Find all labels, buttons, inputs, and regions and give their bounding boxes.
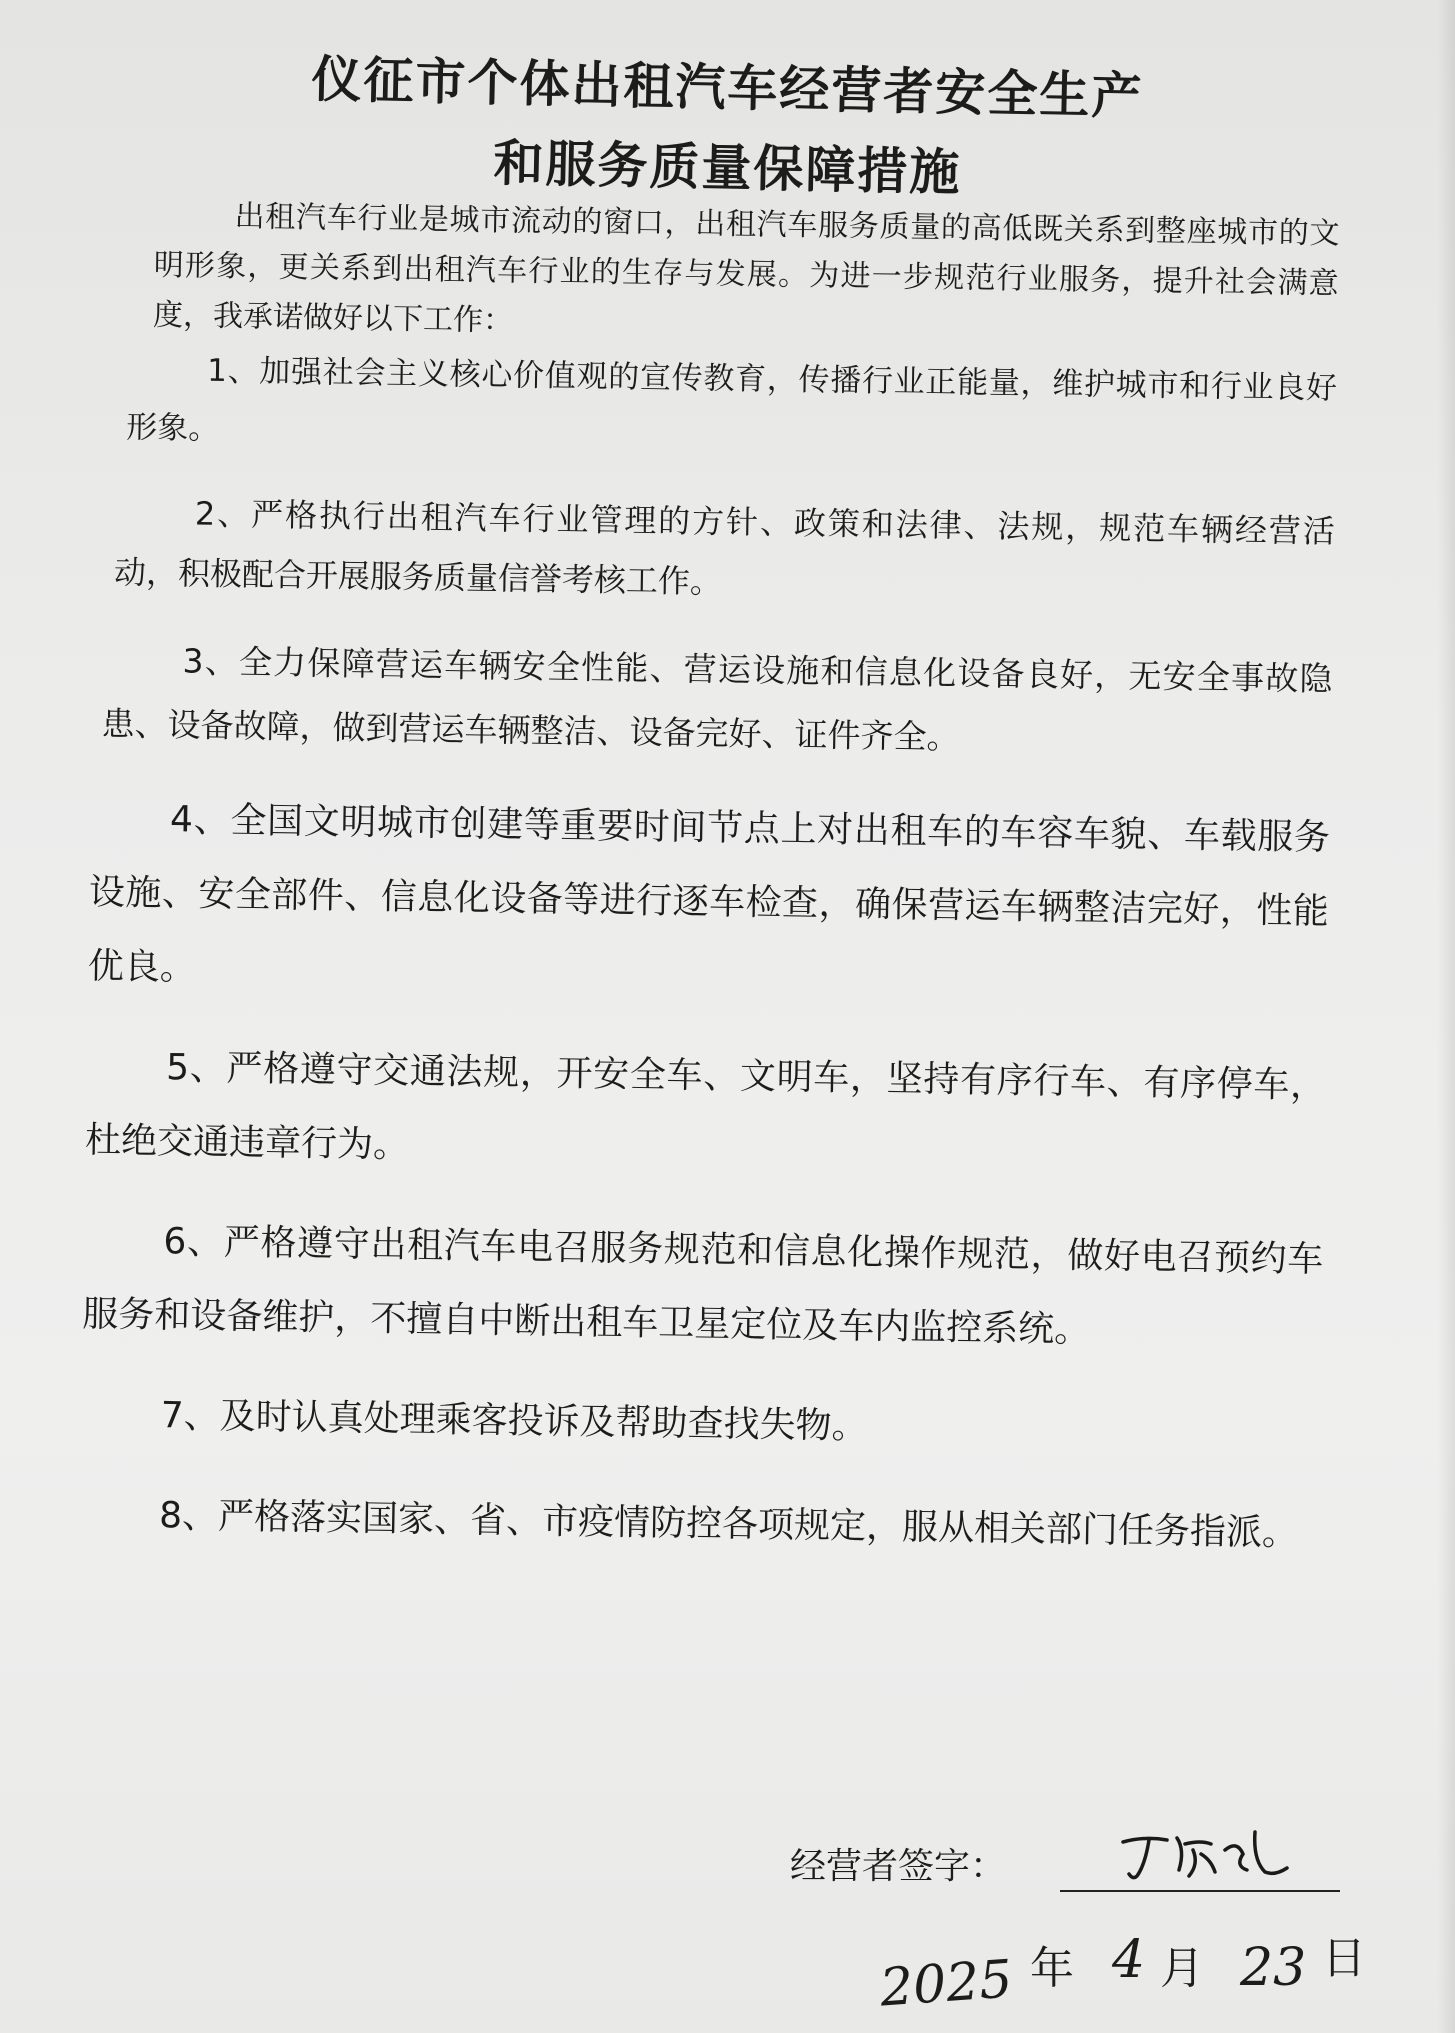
commitment-item-4: 4、全国文明城市创建等重要时间节点上对出租车的车容车貌、车载服务设施、安全部件、信息化设备等进行逐车检查，确保营运车辆整洁完好，性能优良。: [87, 799, 1331, 989]
date-block: [880, 1920, 1400, 2020]
signature-underline: [1060, 1890, 1340, 1892]
date-year-handwritten: 2025: [878, 1949, 1015, 2019]
date-day-char: 日: [1322, 1933, 1366, 1984]
date-day-handwritten: 23: [1240, 1938, 1307, 1998]
commitment-item-6: 6、严格遵守出租汽车电召服务规范和信息化操作规范，做好电召预约车服务和设备维护，不擅自中断出租车卫星定位及车内监控系统。: [82, 1221, 1324, 1351]
commitment-item-8: 8、严格落实国家、省、市疫情防控各项规定，服从相关部门任务指派。: [158, 1495, 1299, 1554]
document-body: [79, 190, 1340, 1571]
signature-label: 经营者签字：: [790, 1846, 1007, 1887]
document-title-line2: 和服务质量保障措施: [492, 134, 962, 202]
date-year-char: 年: [1030, 1943, 1074, 1994]
document-title-line1: 仪征市个体出租汽车经营者安全生产: [310, 50, 1144, 126]
commitment-item-1: 1、加强社会主义核心价值观的宣传教育，传播行业正能量，维护城市和行业良好形象。: [125, 352, 1338, 447]
commitment-item-3: 3、全力保障营运车辆安全性能、营运设施和信息化设备良好，无安全事故隐患、设备故障，做到营运车辆整洁、设备完好、证件齐全。: [101, 641, 1333, 757]
commitment-item-2: 2、严格执行出租汽车行业管理的方针、政策和法律、法规，规范车辆经营活动，积极配合开展服务质量信誉考核工作。: [113, 494, 1336, 601]
commitment-item-5: 5、严格遵守交通法规，开安全车、文明车，坚持有序行车、有序停车，杜绝交通违章行为。: [84, 1047, 1327, 1166]
commitment-item-7: 7、及时认真处理乘客投诉及帮助查找失物。: [160, 1395, 868, 1448]
intro-paragraph: 出租汽车行业是城市流动的窗口，出租汽车服务质量的高低既关系到整座城市的文明形象，更关系到出租汽车行业的生存与发展。为进一步规范行业服务，提升社会满意度，我承诺做好以下工作：: [152, 199, 1340, 339]
handwritten-signature: [1115, 1820, 1295, 1890]
date-month-handwritten: 4: [1112, 1930, 1146, 1990]
signature-block: [790, 1820, 1390, 1900]
date-month-char: 月: [1160, 1943, 1204, 1994]
page-edge-shadow: [1437, 0, 1455, 2033]
